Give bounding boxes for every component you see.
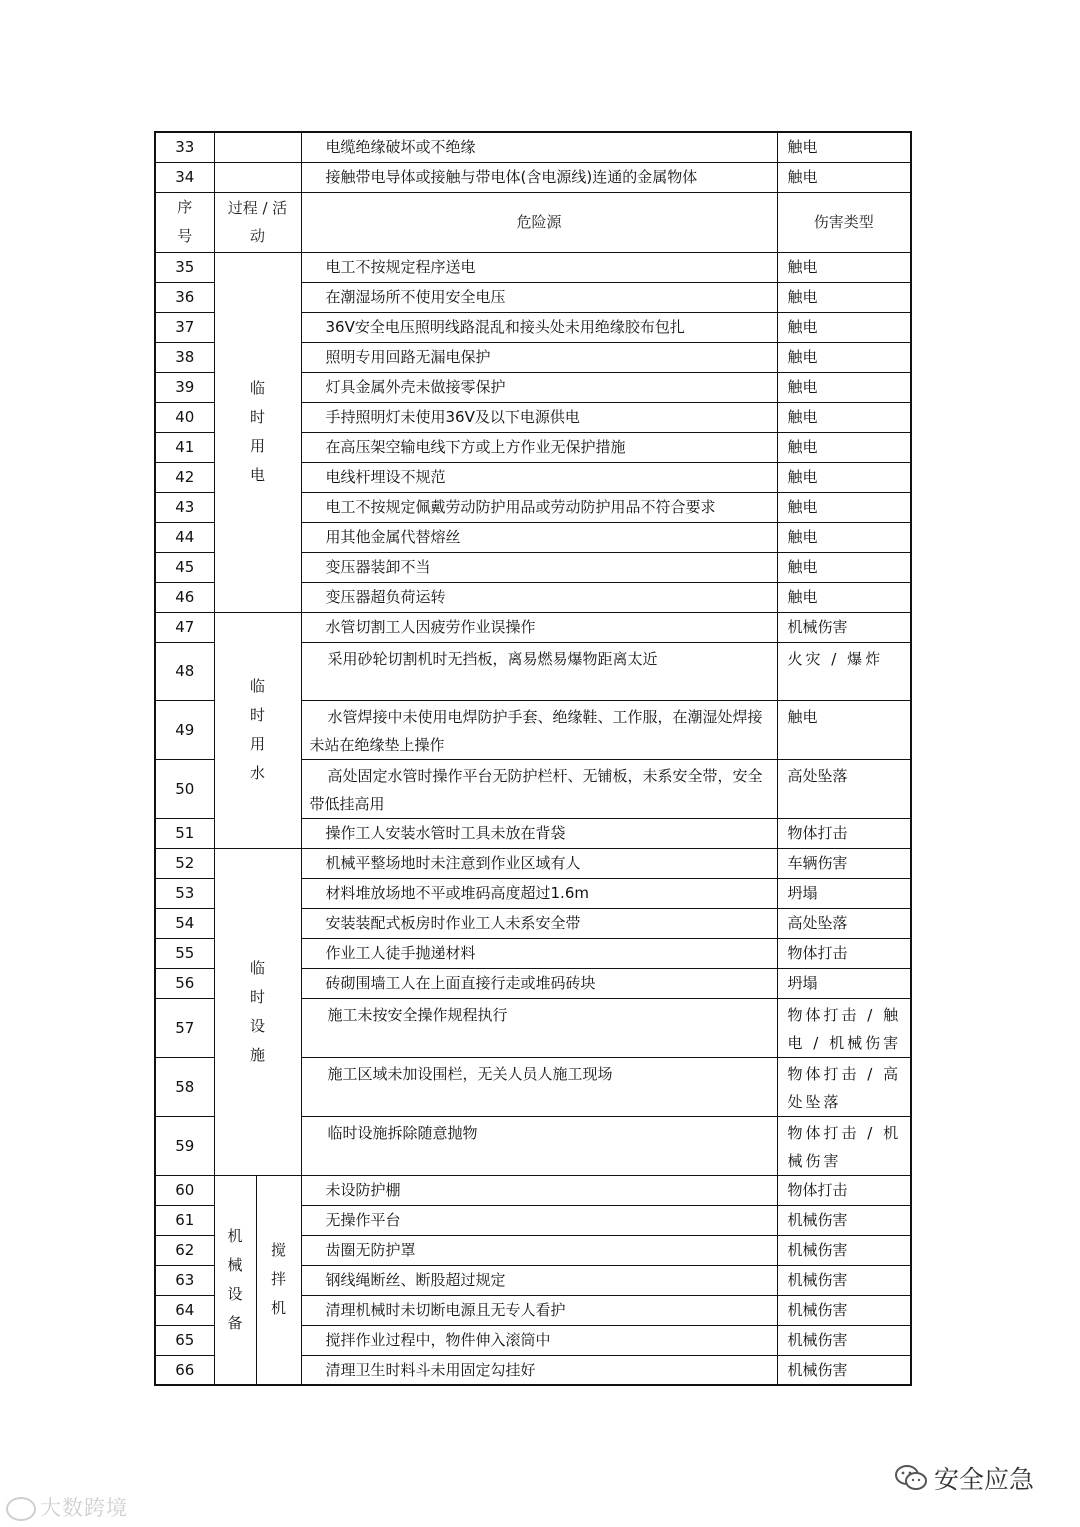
row-number: 45 — [155, 552, 214, 582]
process-label-text: 临时用电 — [250, 379, 266, 484]
row-number: 34 — [155, 162, 214, 192]
hazard-cell: 电线杆埋设不规范 — [301, 462, 777, 492]
injury-cell: 火灾 / 爆炸 — [777, 642, 911, 700]
hazard-cell: 机械平整场地时未注意到作业区域有人 — [301, 848, 777, 878]
hazard-cell: 在潮湿场所不使用安全电压 — [301, 282, 777, 312]
hazard-cell: 水管焊接中未使用电焊防护手套、绝缘鞋、工作服，在潮湿处焊接未站在绝缘垫上操作 — [301, 700, 777, 759]
row-number: 36 — [155, 282, 214, 312]
row-number: 62 — [155, 1235, 214, 1265]
hazard-cell: 作业工人徒手抛递材料 — [301, 938, 777, 968]
injury-cell: 触电 — [777, 342, 911, 372]
process-cell-empty — [214, 162, 301, 192]
injury-cell: 机械伤害 — [777, 1205, 911, 1235]
row-number: 37 — [155, 312, 214, 342]
wechat-icon — [894, 1464, 928, 1492]
watermark-right — [894, 1460, 1034, 1496]
injury-cell: 高处坠落 — [777, 908, 911, 938]
table-row — [155, 132, 911, 162]
hazard-cell: 施工未按安全操作规程执行 — [301, 998, 777, 1057]
process-label-text: 机械设备 — [227, 1226, 243, 1332]
hazard-cell: 齿圈无防护罩 — [301, 1235, 777, 1265]
injury-cell: 物体打击 / 高处坠落 — [777, 1057, 911, 1116]
row-number: 50 — [155, 759, 214, 818]
injury-cell: 触电 — [777, 582, 911, 612]
row-number: 57 — [155, 998, 214, 1057]
hazard-cell: 在高压架空输电线下方或上方作业无保护措施 — [301, 432, 777, 462]
hazard-table — [154, 131, 912, 1386]
injury-cell: 触电 — [777, 432, 911, 462]
row-number: 58 — [155, 1057, 214, 1116]
hazard-cell: 高处固定水管时操作平台无防护栏杆、无铺板，未系安全带，安全带低挂高用 — [301, 759, 777, 818]
injury-cell: 物体打击 — [777, 938, 911, 968]
row-number: 63 — [155, 1265, 214, 1295]
injury-cell: 触电 — [777, 522, 911, 552]
header-row — [155, 192, 911, 252]
row-number: 41 — [155, 432, 214, 462]
hazard-cell: 搅拌作业过程中，物件伸入滚筒中 — [301, 1325, 777, 1355]
hazard-cell: 电工不按规定佩戴劳动防护用品或劳动防护用品不符合要求 — [301, 492, 777, 522]
process-label — [214, 848, 301, 1175]
hazard-cell: 照明专用回路无漏电保护 — [301, 342, 777, 372]
table-row — [155, 162, 911, 192]
process-label — [214, 252, 301, 612]
hazard-table-body — [155, 132, 911, 1385]
injury-cell: 车辆伤害 — [777, 848, 911, 878]
row-number: 38 — [155, 342, 214, 372]
header-no — [155, 192, 214, 252]
injury-cell: 坍塌 — [777, 968, 911, 998]
row-number: 40 — [155, 402, 214, 432]
hazard-cell: 未设防护棚 — [301, 1175, 777, 1205]
hazard-cell: 变压器超负荷运转 — [301, 582, 777, 612]
row-number: 64 — [155, 1295, 214, 1325]
equipment-label — [256, 1175, 301, 1385]
watermark-right-text: 安全应急 — [934, 1465, 1035, 1494]
injury-cell: 触电 — [777, 372, 911, 402]
hazard-cell: 清理机械时未切断电源且无专人看护 — [301, 1295, 777, 1325]
injury-cell: 机械伤害 — [777, 1235, 911, 1265]
row-number: 54 — [155, 908, 214, 938]
row-number: 49 — [155, 700, 214, 759]
injury-cell: 物体打击 — [777, 818, 911, 848]
hazard-cell: 电工不按规定程序送电 — [301, 252, 777, 282]
row-number: 48 — [155, 642, 214, 700]
injury-cell: 机械伤害 — [777, 1355, 911, 1385]
injury-cell: 触电 — [777, 252, 911, 282]
hazard-cell: 施工区域未加设围栏，无关人员人施工现场 — [301, 1057, 777, 1116]
process-cell-empty — [214, 132, 301, 162]
row-number: 56 — [155, 968, 214, 998]
process-label — [214, 612, 301, 848]
injury-cell: 触电 — [777, 402, 911, 432]
hazard-cell: 操作工人安装水管时工具未放在背袋 — [301, 818, 777, 848]
hazard-cell: 钢线绳断丝、断股超过规定 — [301, 1265, 777, 1295]
row-number: 52 — [155, 848, 214, 878]
injury-cell: 机械伤害 — [777, 1295, 911, 1325]
process-label-text: 临时设施 — [250, 958, 266, 1064]
hazard-cell: 手持照明灯未使用36V及以下电源供电 — [301, 402, 777, 432]
hazard-cell: 临时设施拆除随意抛物 — [301, 1116, 777, 1175]
row-number: 55 — [155, 938, 214, 968]
header-process: 过程 / 活动 — [214, 192, 301, 252]
equipment-label-text: 搅拌机 — [271, 1241, 287, 1318]
table-row — [155, 848, 911, 878]
row-number: 47 — [155, 612, 214, 642]
injury-cell: 触电 — [777, 282, 911, 312]
row-number: 33 — [155, 132, 214, 162]
row-number: 60 — [155, 1175, 214, 1205]
hazard-cell: 36V安全电压照明线路混乱和接头处未用绝缘胶布包扎 — [301, 312, 777, 342]
injury-cell: 机械伤害 — [777, 1265, 911, 1295]
row-number: 42 — [155, 462, 214, 492]
injury-cell: 触电 — [777, 162, 911, 192]
watermark-left — [6, 1492, 128, 1522]
table-row — [155, 612, 911, 642]
row-number: 35 — [155, 252, 214, 282]
header-injury: 伤害类型 — [777, 192, 911, 252]
process-label-text: 临时用水 — [250, 677, 266, 782]
hazard-cell: 接触带电导体或接触与带电体(含电源线)连通的金属物体 — [301, 162, 777, 192]
injury-cell: 高处坠落 — [777, 759, 911, 818]
table-row — [155, 1175, 911, 1205]
row-number: 46 — [155, 582, 214, 612]
watermark-left-text: 大数跨境 — [40, 1496, 128, 1520]
header-no-text: 序号 — [177, 198, 193, 245]
hazard-cell: 材料堆放场地不平或堆码高度超过1.6m — [301, 878, 777, 908]
row-number: 51 — [155, 818, 214, 848]
hazard-cell: 水管切割工人因疲劳作业误操作 — [301, 612, 777, 642]
injury-cell: 触电 — [777, 462, 911, 492]
hazard-cell: 灯具金属外壳未做接零保护 — [301, 372, 777, 402]
hazard-cell: 用其他金属代替熔丝 — [301, 522, 777, 552]
injury-cell: 坍塌 — [777, 878, 911, 908]
header-hazard: 危险源 — [301, 192, 777, 252]
hazard-cell: 清理卫生时料斗未用固定勾挂好 — [301, 1355, 777, 1385]
row-number: 39 — [155, 372, 214, 402]
table-row — [155, 252, 911, 282]
injury-cell: 机械伤害 — [777, 612, 911, 642]
hazard-cell: 无操作平台 — [301, 1205, 777, 1235]
injury-cell: 触电 — [777, 552, 911, 582]
hazard-cell: 砖砌围墙工人在上面直接行走或堆码砖块 — [301, 968, 777, 998]
injury-cell: 物体打击 — [777, 1175, 911, 1205]
logo-icon — [6, 1497, 36, 1521]
hazard-cell: 安装装配式板房时作业工人未系安全带 — [301, 908, 777, 938]
hazard-cell: 采用砂轮切割机时无挡板，离易燃易爆物距离太近 — [301, 642, 777, 700]
row-number: 44 — [155, 522, 214, 552]
injury-cell: 触电 — [777, 700, 911, 759]
row-number: 59 — [155, 1116, 214, 1175]
row-number: 53 — [155, 878, 214, 908]
hazard-cell: 变压器装卸不当 — [301, 552, 777, 582]
injury-cell: 触电 — [777, 132, 911, 162]
injury-cell: 物体打击 / 触电 / 机械伤害 — [777, 998, 911, 1057]
hazard-cell: 电缆绝缘破坏或不绝缘 — [301, 132, 777, 162]
injury-cell: 物体打击 / 机械伤害 — [777, 1116, 911, 1175]
injury-cell: 机械伤害 — [777, 1325, 911, 1355]
row-number: 43 — [155, 492, 214, 522]
row-number: 61 — [155, 1205, 214, 1235]
injury-cell: 触电 — [777, 492, 911, 522]
injury-cell: 触电 — [777, 312, 911, 342]
process-label — [214, 1175, 256, 1385]
row-number: 66 — [155, 1355, 214, 1385]
row-number: 65 — [155, 1325, 214, 1355]
